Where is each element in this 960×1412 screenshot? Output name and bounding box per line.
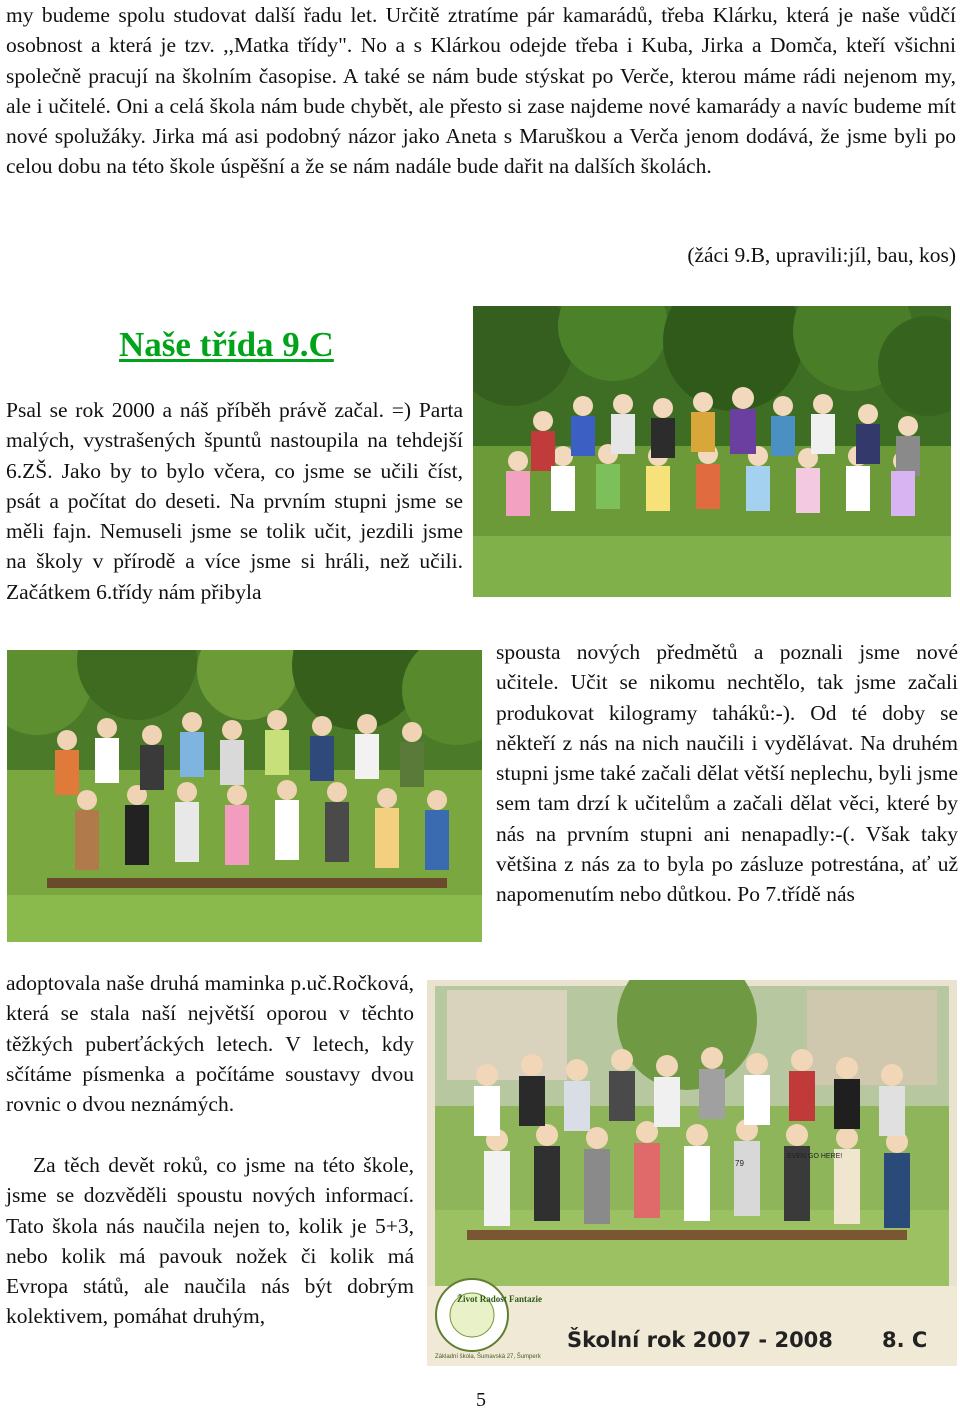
story-paragraph-2: spousta nových předmětů a poznali jsme nové učitele. Učit se nikomu nechtělo, tak jsme začali produkovat kilogramy taháků:-). Od té doby se někteří z nás na nich naučili i vydělávat. Na druhém stupni jsme také začali dělat větší neplechu, byli jsme sem tam drzí k učitelům a začali dělat věci, které by nás na prvním stupni ani nenapadly:-(. Však taky většina z nás za to byla po zásluze potrestána, ať už napomenutím nebo důtkou. Po 7.třídě nás: [496, 640, 958, 907]
section-heading: Naše třída 9.C: [119, 325, 334, 364]
page-number: 5: [476, 1389, 486, 1411]
author-credit: (žáci 9.B, upravili:jíl, bau, kos): [687, 243, 956, 267]
class-photo-2007-2008: [427, 980, 957, 1366]
shirt-text-79: 79: [735, 1159, 744, 1168]
story-paragraph-1: Psal se rok 2000 a náš příběh právě začal. =) Parta malých, vystrašených špuntů nastoupila na tehdejší 6.ZŠ. Jako by to bylo včera, co jsme se učili číst, psát a počítat do deseti. Na prvním stupni jsme se měli fajn. Nemuseli jsme se tolik učit, jezdili jsme na školy v přírodě a více jsme si hráli, než učili. Začátkem 6.třídy nám přibyla: [6, 398, 463, 604]
shirt-text-even-go-here: EVEN GO HERE!: [787, 1153, 843, 1160]
story-paragraph-3: adoptovala naše druhá maminka p.uč.Ročková, která se stala naší největší oporou v těchto těžkých puberťáckých letech. V letech, kdy sčítáme písmenka a počítáme soustavy dvou rovnic o dvou neznámých.: [6, 971, 414, 1117]
class-photo-early-years: [473, 306, 951, 597]
photo-caption: Školní rok 2007 - 2008: [567, 1328, 833, 1352]
logo-text: Život Radost Fantazie: [457, 1294, 542, 1304]
photo-class-label: 8. C: [882, 1328, 928, 1352]
story-paragraph-4: Za těch devět roků, co jsme na této škole, jsme se dozvěděli spoustu nových informací. Tato škola nás naučila nejen to, kolik je 5+3, nebo kolik má pavouk nožek či kolik má Evropa států, ale naučila nás být dobrým kolektivem, pomáhat druhým,: [6, 1153, 414, 1329]
class-photo-middle-years: [7, 650, 482, 942]
logo-ring-text: Základní škola, Šumavská 27, Šumperk: [435, 1354, 541, 1360]
intro-paragraph: my budeme spolu studovat další řadu let. Určitě ztratíme pár kamarádů, třeba Klárku, která je naše vůdčí osobnost a která je tzv. ,,Matka třídy". No a s Klárkou odejde třeba i Kuba, Jirka a Domča, kteří všichni společně pracují na školním časopise. A také se nám bude stýskat po Verče, kterou máme rádi nejenom my, ale i učitelé. Oni a celá škola nám bude chybět, ale přesto si zase najdeme nové kamarády a navíc budeme mít nové spolužáky. Jirka má asi podobný názor jako Aneta s Maruškou a Verča jenom dodává, že jsme byli po celou dobu na této škole úspěšní a že se nám nadále bude dařit na dalších školách.: [6, 3, 956, 179]
